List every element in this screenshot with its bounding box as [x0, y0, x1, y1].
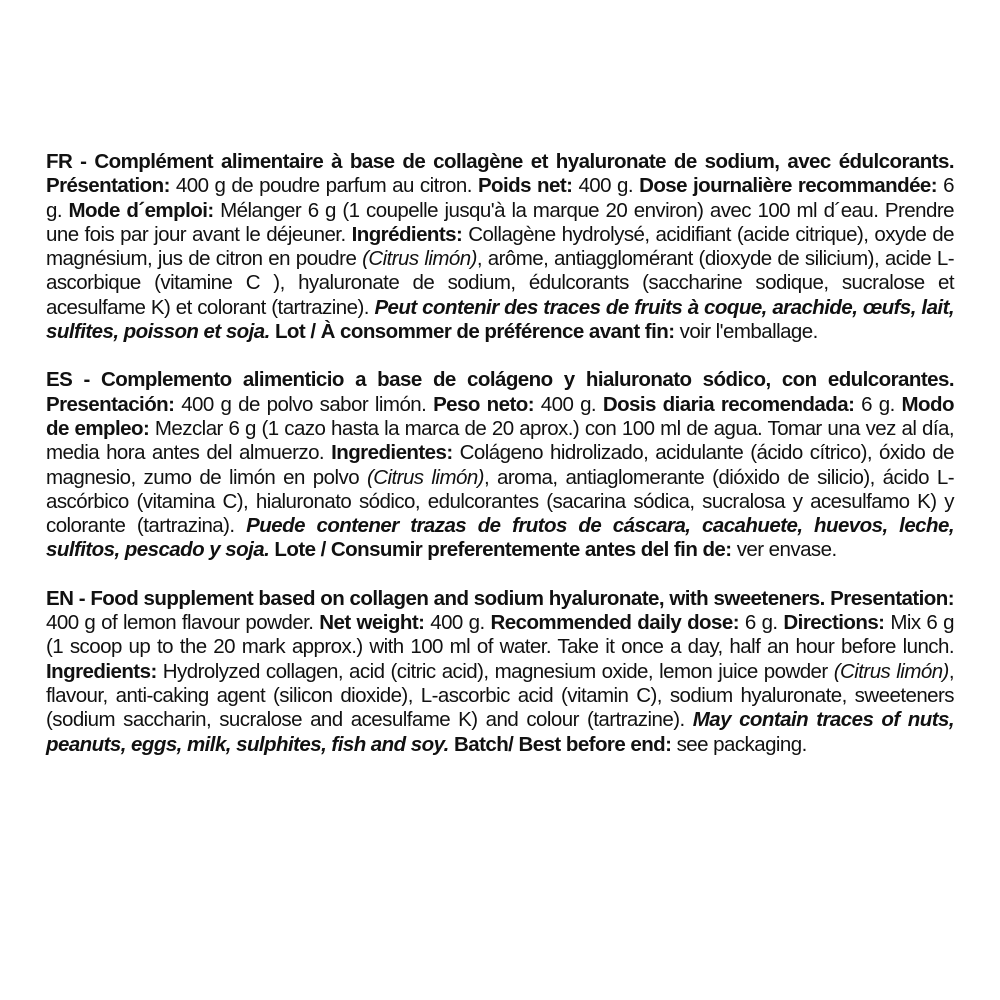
fr-directions-value: Mélanger 6 g (1 coupelle jusqu'à la marque 20 environ) avec 100 ml d´eau. Prendre une fois par jour avant le déjeuner.: [46, 198, 954, 246]
fr-directions-label: Mode d´emploi:: [68, 198, 214, 222]
fr-ingredients-value-1: Collagène hydrolysé, acidifiant (acide citrique), oxyde de magnésium, jus de citron en poudre: [46, 222, 955, 271]
en-daily-dose-label: Recommended daily dose:: [490, 611, 739, 635]
fr-net-weight-label: Poids net:: [477, 174, 573, 198]
es-batch-value: ver envase.: [736, 538, 837, 562]
label-text-block: [46, 150, 954, 781]
es-net-weight-value: 400 g.: [540, 392, 597, 416]
section-fr: [46, 150, 954, 344]
es-allergens: Puede contener trazas de frutos de cáscara, cacahuete, huevos, leche, sulfitos, pescado y soja.: [46, 514, 954, 562]
fr-daily-dose-value: 6 g.: [46, 174, 954, 222]
section-es: [46, 368, 954, 562]
en-net-weight-value: 400 g.: [430, 611, 485, 635]
fr-ingredients-value-2: , arôme, antiagglomérant (dioxyde de silicium), acide L-ascorbique (vitamine C ), hyaluronate de sodium, édulcorants (saccharine sodique, sucralose et acesulfame K) et colorant (tartrazine).: [46, 247, 954, 319]
fr-allergens: Peut contenir des traces de fruits à coque, arachide, œufs, lait, sulfites, poisson et soja.: [46, 295, 954, 344]
en-ingredients-italic: (Citrus limón): [833, 659, 949, 683]
en-net-weight-label: Net weight:: [319, 611, 425, 635]
en-batch-value: see packaging.: [676, 732, 807, 756]
es-net-weight-label: Peso neto:: [433, 392, 534, 416]
es-directions-label: Modo de empleo:: [46, 392, 954, 440]
fr-daily-dose-label: Dose journalière recommandée:: [639, 174, 938, 198]
en-ingredients-value-1: Hydrolyzed collagen, acid (citric acid), magnesium oxide, lemon juice powder: [162, 659, 828, 683]
es-ingredients-label: Ingredientes:: [331, 441, 453, 465]
en-heading: EN - Food supplement based on collagen and sodium hyaluronate, with sweeteners.: [46, 586, 825, 610]
es-ingredients-value-2: , aroma, antiaglomerante (dióxido de silicio), ácido L-ascórbico (vitamina C), hialuronato sódico, edulcorantes (sacarina sódica, sucralosa y acesulfamo K) y colorante (tartrazina).: [46, 465, 954, 538]
fr-heading: FR - Complément alimentaire à base de collagène et hyaluronate de sodium, avec édulcorants.: [46, 150, 954, 173]
fr-net-weight-value: 400 g.: [578, 174, 634, 198]
en-presentation-label: Presentation:: [830, 586, 954, 610]
es-heading: ES - Complemento alimenticio a base de colágeno y hialuronato sódico, con edulcorantes.: [46, 368, 954, 392]
fr-batch-label: Lot / À consommer de préférence avant fin:: [274, 320, 675, 344]
en-batch-label: Batch/ Best before end:: [453, 732, 672, 756]
fr-presentation-label: Présentation:: [46, 174, 170, 198]
fr-ingredients-label: Ingrédients:: [351, 222, 463, 246]
es-presentation-value: 400 g de polvo sabor limón.: [181, 392, 427, 416]
es-daily-dose-value: 6 g.: [861, 392, 895, 416]
en-presentation-value: 400 g of lemon flavour powder.: [46, 611, 314, 635]
en-allergens: May contain traces of nuts, peanuts, eggs, milk, sulphites, fish and soy.: [46, 708, 954, 756]
en-ingredients-label: Ingredients:: [46, 659, 157, 683]
es-ingredients-italic: (Citrus limón): [367, 465, 484, 489]
es-daily-dose-label: Dosis diaria recomendada:: [602, 392, 855, 416]
fr-presentation-value: 400 g de poudre parfum au citron.: [175, 174, 472, 198]
en-directions-value: Mix 6 g (1 scoop up to the 20 mark approx.) with 100 ml of water. Take it once a day, half an hour before lunch.: [46, 611, 954, 659]
es-directions-value: Mezclar 6 g (1 cazo hasta la marca de 20 aprox.) con 100 ml de agua. Tomar una vez al día, media hora antes del almuerzo.: [46, 416, 954, 465]
es-presentation-label: Presentación:: [46, 392, 175, 416]
en-daily-dose-value: 6 g.: [744, 611, 778, 635]
section-en: [46, 587, 954, 757]
en-ingredients-value-2: , flavour, anti-caking agent (silicon dioxide), L-ascorbic acid (vitamin C), sodium hyaluronate, sweeteners (sodium saccharin, sucralose and acesulfame K) and colour (tartrazine).: [46, 659, 954, 732]
es-ingredients-value-1: Colágeno hidrolizado, acidulante (ácido cítrico), óxido de magnesio, zumo de limón en polvo: [46, 441, 954, 489]
fr-ingredients-italic: (Citrus limón): [362, 247, 477, 271]
es-batch-label: Lote / Consumir preferentemente antes del fin de:: [274, 538, 732, 562]
fr-batch-value: voir l'emballage.: [679, 320, 818, 344]
en-directions-label: Directions:: [783, 611, 885, 635]
